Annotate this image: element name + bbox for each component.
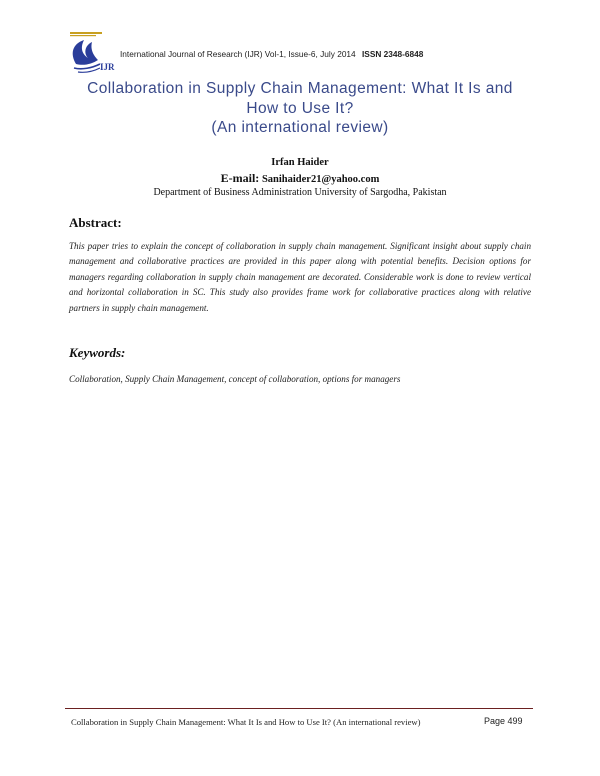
title-line-1: Collaboration in Supply Chain Management: What It Is and [87,80,513,97]
title-line-2: How to Use It? [246,99,354,117]
journal-info: International Journal of Research (IJR) Vol-1, Issue-6, July 2014 [120,49,356,59]
footer-divider [65,708,533,709]
author-email-line [0,171,600,186]
keywords-body: Collaboration, Supply Chain Management, concept of collaboration, options for managers [69,374,401,384]
author-affiliation: Department of Business Administration University of Sargodha, Pakistan [153,187,447,198]
author-name: Irfan Haider [271,157,329,168]
keywords-heading: Keywords: [69,345,126,360]
logo-text: IJR [100,62,115,72]
issn: ISSN 2348-6848 [361,49,424,59]
paper-title [40,79,560,138]
page-number: Page 499 [484,716,523,726]
email-label: E-mail: [220,171,260,185]
abstract-body: This paper tries to explain the concept of collaboration in supply chain management. Significant insight about supply chain management and collaborative practices are provided in this paper along with potential benefits. Decision options for managers regarding collaboration in supply chain management are decorated. Considerable work is done to review vertical and horizontal collaboration in SC. This study also provides frame work for collaborative practices along with relative partners in supply chain management. [69,241,531,313]
title-line-3: (An international review) [211,119,389,136]
ijr-logo-icon [62,24,120,78]
author-email: Sanihaider21@yahoo.com [261,174,380,185]
abstract-heading: Abstract: [69,215,122,230]
journal-header [120,49,540,59]
footer-running-title: Collaboration in Supply Chain Management: What It Is and How to Use It? (An international review) [71,717,421,727]
